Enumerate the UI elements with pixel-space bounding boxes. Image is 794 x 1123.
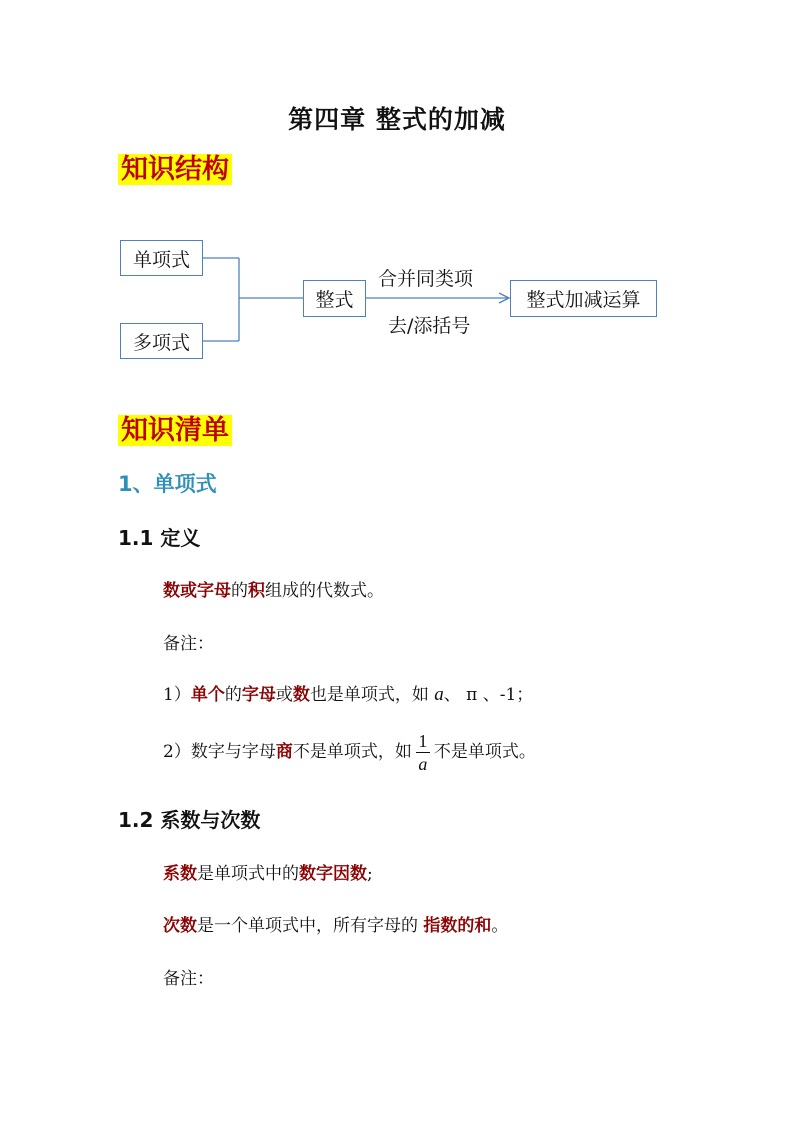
fraction-one-over-a bbox=[416, 730, 430, 775]
edge-label-combine-like-terms: 合并同类项 bbox=[378, 268, 474, 290]
node-addition-subtraction: 整式加减运算 bbox=[510, 280, 657, 317]
coefficient-text-part: ; bbox=[367, 864, 373, 884]
note-text: 也是单项式，如 bbox=[309, 685, 429, 705]
subheading-definition: 1.1 定义 bbox=[118, 526, 201, 550]
note-em: 单个 bbox=[190, 685, 225, 705]
note-1 bbox=[163, 680, 533, 706]
degree-em: 次数 bbox=[163, 916, 197, 936]
note-em: 商 bbox=[275, 742, 293, 762]
note-text: 不是单项式。 bbox=[433, 742, 536, 762]
note-2 bbox=[163, 730, 536, 775]
node-monomial: 单项式 bbox=[120, 240, 203, 276]
degree-text-part: 。 bbox=[491, 916, 509, 936]
page-title: 第四章 整式的加减 bbox=[288, 105, 506, 134]
note-em: 数 bbox=[292, 685, 310, 705]
coefficient-text-part: 是单项式中的 bbox=[197, 864, 299, 884]
definition-text-part: 的 bbox=[231, 581, 248, 601]
coefficient-em: 数字因数 bbox=[299, 864, 367, 884]
definition-em: 数或字母 bbox=[163, 581, 231, 601]
note-text: 的 bbox=[224, 685, 242, 705]
definition-text bbox=[163, 576, 384, 601]
definition-text-part: 组成的代数式。 bbox=[265, 581, 384, 601]
node-polynomial: 多项式 bbox=[120, 323, 203, 359]
subheading-coefficient-degree: 1.2 系数与次数 bbox=[118, 808, 261, 832]
note-text: 、 π 、-1； bbox=[443, 685, 534, 705]
degree-text bbox=[163, 911, 508, 936]
section-label: 知识清单 bbox=[118, 415, 232, 446]
note-text: 2）数字与字母 bbox=[163, 742, 276, 762]
section-knowledge-list bbox=[118, 411, 232, 451]
degree-text-part: 是一个单项式中，所有字母的 bbox=[197, 916, 418, 936]
fraction-numerator: 1 bbox=[418, 731, 428, 751]
section-label: 知识结构 bbox=[118, 154, 232, 185]
note-text: 或 bbox=[275, 685, 293, 705]
note-em: 字母 bbox=[241, 685, 276, 705]
coefficient-text bbox=[163, 859, 373, 884]
variable-a: a bbox=[434, 684, 444, 705]
note-text: 不是单项式，如 bbox=[292, 742, 412, 762]
note-label-2: 备注： bbox=[163, 969, 214, 989]
note-text: 1） bbox=[163, 685, 191, 705]
note-label: 备注： bbox=[163, 634, 214, 654]
coefficient-em: 系数 bbox=[163, 864, 197, 884]
edge-label-brackets: 去/添括号 bbox=[388, 315, 471, 337]
definition-em: 积 bbox=[248, 581, 265, 601]
heading-monomial: 1、单项式 bbox=[118, 472, 217, 496]
fraction-denominator: a bbox=[418, 754, 428, 774]
node-integral-expression: 整式 bbox=[303, 280, 366, 317]
degree-em: 指数的和 bbox=[423, 916, 492, 936]
